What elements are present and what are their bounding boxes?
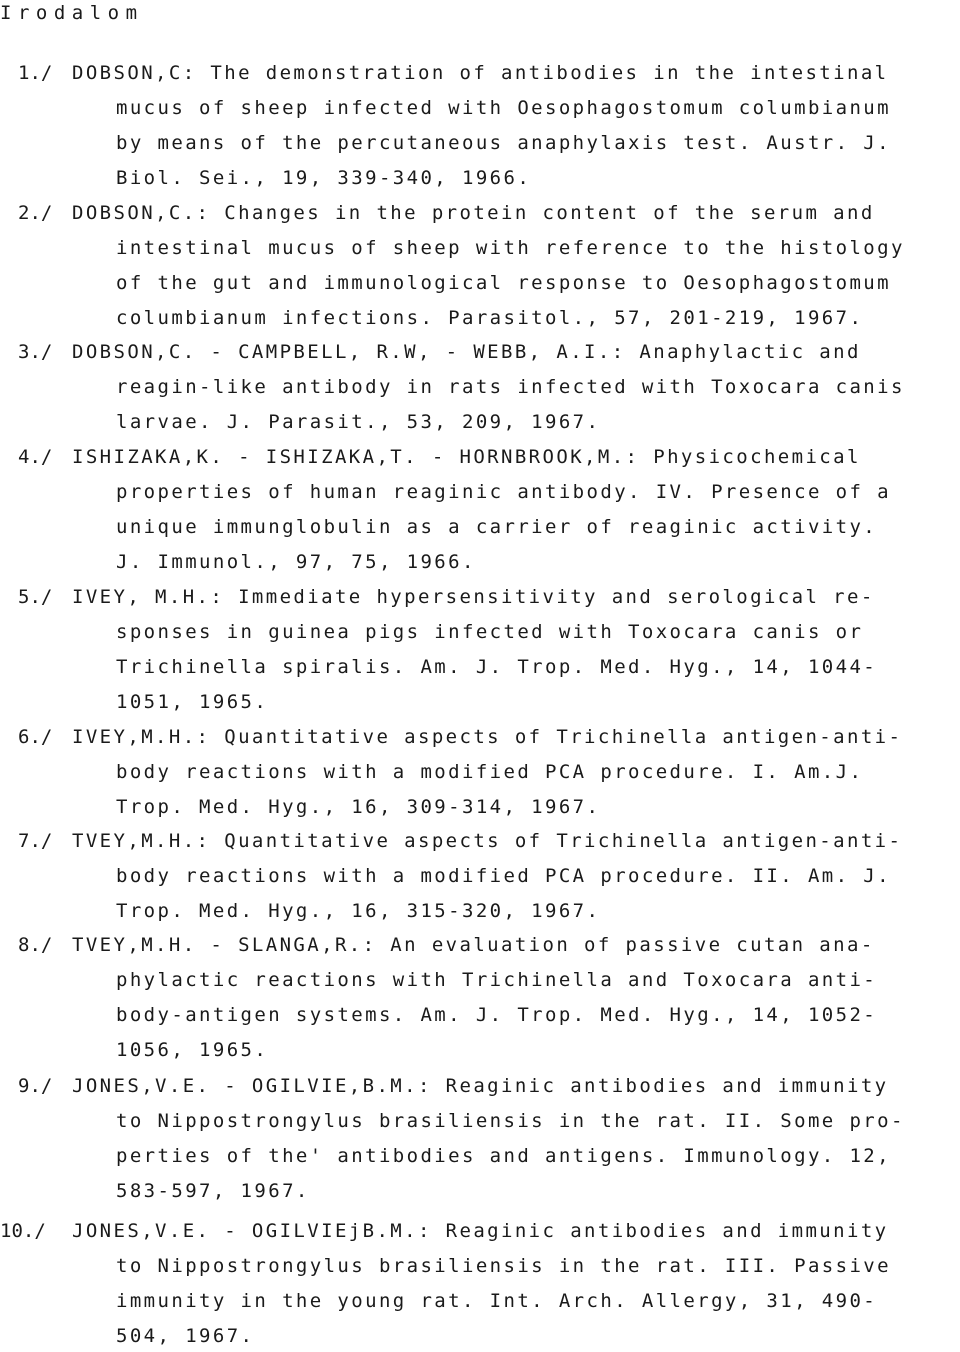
reference-line: TVEY,M.H. - SLANGA,R.: An evaluation of passive cutan ana- bbox=[72, 934, 875, 956]
reference-line: body reactions with a modified PCA procedure. II. Am. J. bbox=[116, 865, 891, 887]
reference-line: DOBSON,C.: Changes in the protein content of the serum and bbox=[72, 202, 875, 224]
reference-line: body reactions with a modified PCA procedure. I. Am.J. bbox=[116, 761, 864, 783]
reference-line: immunity in the young rat. Int. Arch. Allergy, 31, 490- bbox=[116, 1290, 878, 1312]
reference-line: columbianum infections. Parasitol., 57, 201-219, 1967. bbox=[116, 307, 864, 329]
reference-number: 10./ bbox=[0, 1220, 46, 1242]
reference-line: to Nippostrongylus brasiliensis in the rat. III. Passive bbox=[116, 1255, 891, 1277]
reference-line: 1056, 1965. bbox=[116, 1039, 269, 1061]
reference-line: IVEY, M.H.: Immediate hypersensitivity and serological re- bbox=[72, 586, 875, 608]
reference-line: DOBSON,C. - CAMPBELL, R.W, - WEBB, A.I.: Anaphylactic and bbox=[72, 341, 861, 363]
reference-line: of the gut and immunological response to Oesophagostomum bbox=[116, 272, 891, 294]
reference-line: Trichinella spiralis. Am. J. Trop. Med. Hyg., 14, 1044- bbox=[116, 656, 878, 678]
reference-number: 7./ bbox=[18, 830, 53, 852]
reference-number: 3./ bbox=[18, 341, 53, 363]
reference-number: 2./ bbox=[18, 202, 53, 224]
reference-line: body-antigen systems. Am. J. Trop. Med. Hyg., 14, 1052- bbox=[116, 1004, 878, 1026]
reference-line: Biol. Sei., 19, 339-340, 1966. bbox=[116, 167, 532, 189]
reference-line: 1051, 1965. bbox=[116, 691, 269, 713]
reference-line: JONES,V.E. - OGILVIE,B.M.: Reaginic antibodies and immunity bbox=[72, 1075, 889, 1097]
reference-line: phylactic reactions with Trichinella and Toxocara anti- bbox=[116, 969, 878, 991]
reference-number: 5./ bbox=[18, 586, 53, 608]
reference-line: perties of the' antibodies and antigens. Immunology. 12, bbox=[116, 1145, 891, 1167]
reference-line: intestinal mucus of sheep with reference to the histology bbox=[116, 237, 905, 259]
reference-number: 4./ bbox=[18, 446, 53, 468]
reference-line: J. Immunol., 97, 75, 1966. bbox=[116, 551, 476, 573]
reference-line: larvae. J. Parasit., 53, 209, 1967. bbox=[116, 411, 601, 433]
reference-line: unique immunglobulin as a carrier of reaginic activity. bbox=[116, 516, 878, 538]
reference-number: 8./ bbox=[18, 934, 53, 956]
reference-line: 583-597, 1967. bbox=[116, 1180, 310, 1202]
reference-line: DOBSON,C: The demonstration of antibodies in the intestinal bbox=[72, 62, 889, 84]
reference-line: properties of human reaginic antibody. IV. Presence of a bbox=[116, 481, 891, 503]
reference-line: TVEY,M.H.: Quantitative aspects of Trichinella antigen-anti- bbox=[72, 830, 903, 852]
reference-number: 9./ bbox=[18, 1075, 53, 1097]
reference-line: Trop. Med. Hyg., 16, 315-320, 1967. bbox=[116, 900, 601, 922]
reference-line: JONES,V.E. - OGILVIEjB.M.: Reaginic antibodies and immunity bbox=[72, 1220, 889, 1242]
reference-line: sponses in guinea pigs infected with Toxocara canis or bbox=[116, 621, 864, 643]
reference-line: ISHIZAKA,K. - ISHIZAKA,T. - HORNBROOK,M.: Physicochemical bbox=[72, 446, 861, 468]
reference-line: mucus of sheep infected with Oesophagostomum columbianum bbox=[116, 97, 891, 119]
reference-line: Trop. Med. Hyg., 16, 309-314, 1967. bbox=[116, 796, 601, 818]
reference-line: by means of the percutaneous anaphylaxis test. Austr. J. bbox=[116, 132, 891, 154]
reference-line: reagin-like antibody in rats infected with Toxocara canis bbox=[116, 376, 905, 398]
reference-line: to Nippostrongylus brasiliensis in the rat. II. Some pro- bbox=[116, 1110, 905, 1132]
reference-line: IVEY,M.H.: Quantitative aspects of Trichinella antigen-anti- bbox=[72, 726, 903, 748]
section-heading: Irodalom bbox=[0, 2, 144, 24]
reference-number: 6./ bbox=[18, 726, 53, 748]
reference-line: 504, 1967. bbox=[116, 1325, 255, 1347]
reference-number: 1./ bbox=[18, 62, 53, 84]
